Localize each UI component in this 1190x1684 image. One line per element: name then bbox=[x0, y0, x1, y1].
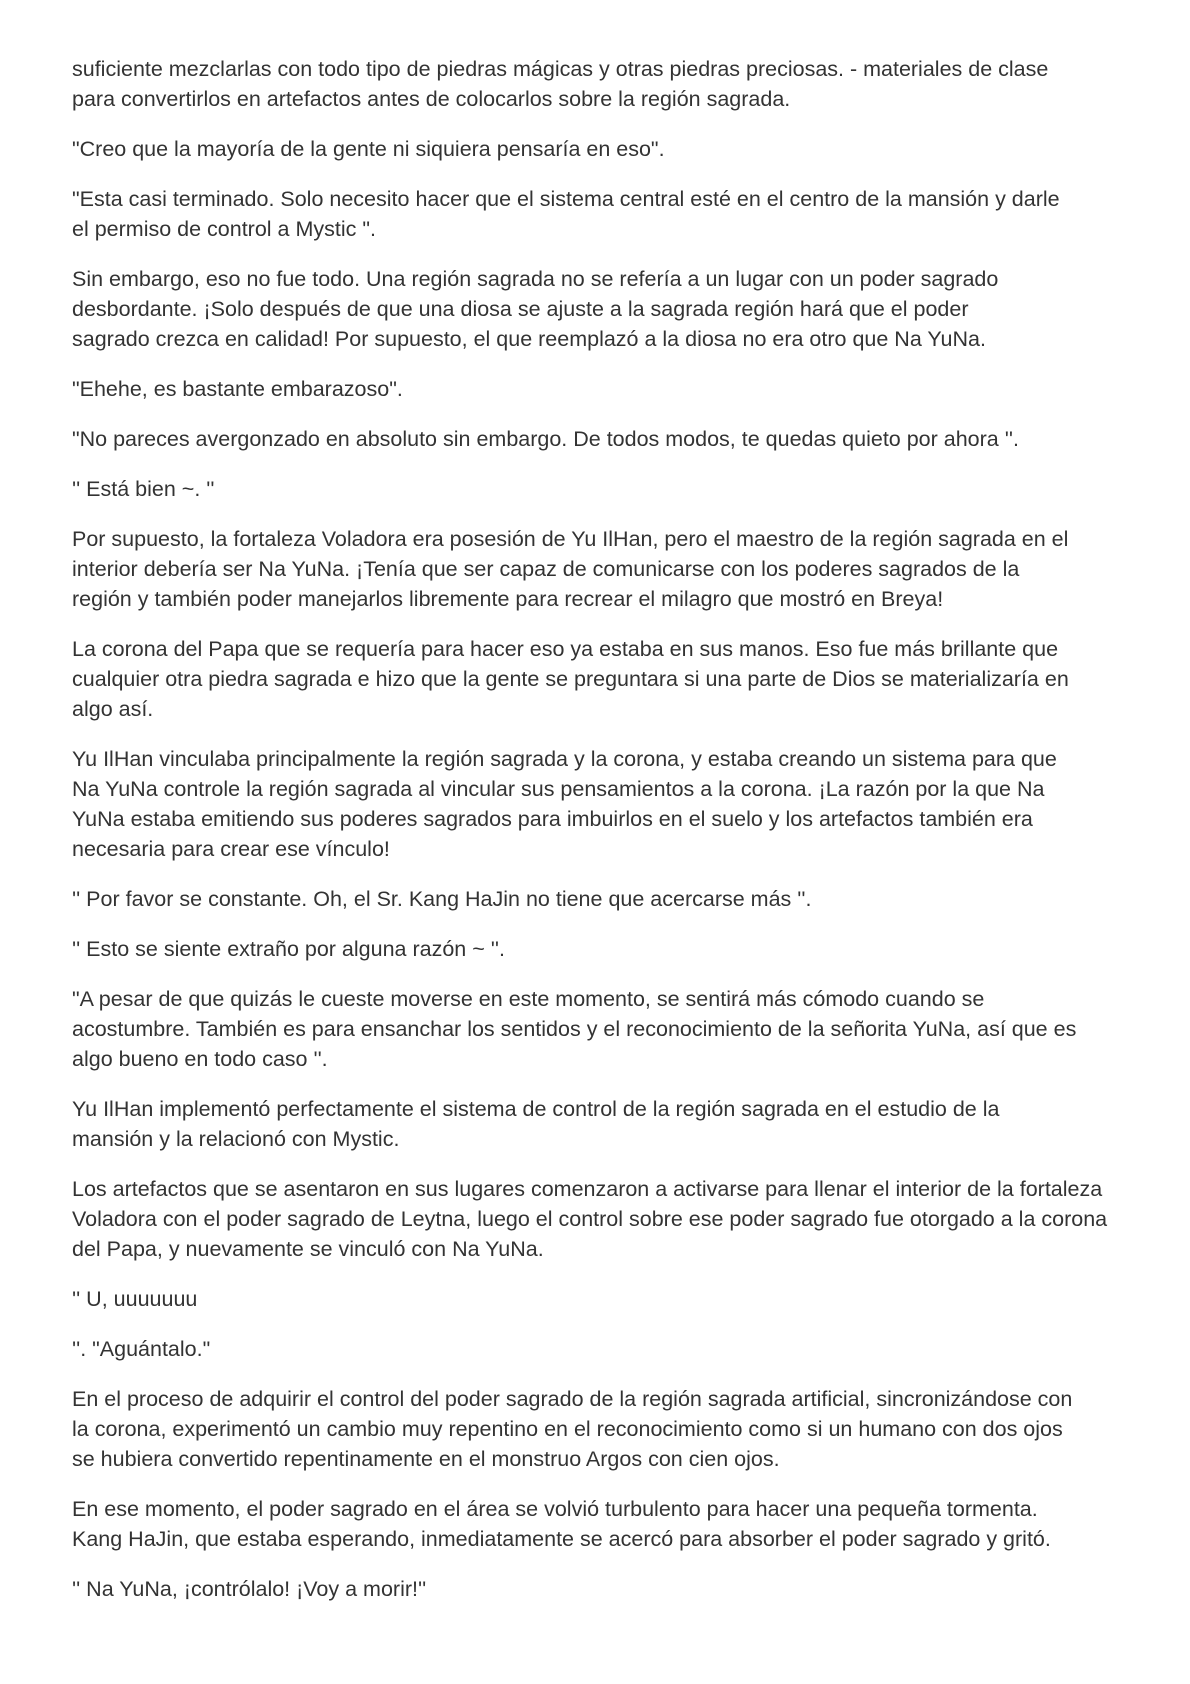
document-page bbox=[72, 54, 1122, 1624]
paragraph-7: '' Está bien ~. '' bbox=[72, 477, 215, 501]
paragraph-11: '' Por favor se constante. Oh, el Sr. Kang HaJin no tiene que acercarse más ''. bbox=[72, 887, 812, 911]
paragraph-2: "Creo que la mayoría de la gente ni siquiera pensaría en eso". bbox=[72, 137, 665, 161]
paragraph-5: "Ehehe, es bastante embarazoso". bbox=[72, 377, 403, 401]
paragraph-17: ''. "Aguántalo." bbox=[72, 1337, 211, 1361]
paragraph-18: En el proceso de adquirir el control del poder sagrado de la región sagrada artificial, sincronizándose con la corona, experimentó un cambio muy repentino en el reconocimiento como si un humano con dos ojos se hubiera convertido repentinamente en el monstruo Argos con cien ojos. bbox=[72, 1387, 1073, 1471]
paragraph-3: "Esta casi terminado. Solo necesito hacer que el sistema central esté en el centro de la mansión y darle el permiso de control a Mystic ". bbox=[72, 187, 1060, 241]
paragraph-4: Sin embargo, eso no fue todo. Una región sagrada no se refería a un lugar con un poder sagrado desbordante. ¡Solo después de que una diosa se ajuste a la sagrada región hará que el poder sagrado crezca en calidad! Por supuesto, el que reemplazó a la diosa no era otro que Na YuNa. bbox=[72, 267, 999, 351]
paragraph-1: suficiente mezclarlas con todo tipo de piedras mágicas y otras piedras preciosas. - materiales de clase para convertirlos en artefactos antes de colocarlos sobre la región sagrada. bbox=[72, 57, 1049, 111]
paragraph-13: "A pesar de que quizás le cueste moverse en este momento, se sentirá más cómodo cuando se acostumbre. También es para ensanchar los sentidos y el reconocimiento de la señorita YuNa, así que es algo bueno en todo caso ''. bbox=[72, 987, 1077, 1071]
paragraph-6: "No pareces avergonzado en absoluto sin embargo. De todos modos, te quedas quieto por ahora ''. bbox=[72, 427, 1019, 451]
paragraph-10: Yu IlHan vinculaba principalmente la región sagrada y la corona, y estaba creando un sistema para que Na YuNa controle la región sagrada al vincular sus pensamientos a la corona. ¡La razón por la que Na YuNa estaba emitiendo sus poderes sagrados para imbuirlos en el suelo y los artefactos también era necesaria para crear ese vínculo! bbox=[72, 747, 1057, 861]
paragraph-14: Yu IlHan implementó perfectamente el sistema de control de la región sagrada en el estudio de la mansión y la relacionó con Mystic. bbox=[72, 1097, 1000, 1151]
paragraph-9: La corona del Papa que se requería para hacer eso ya estaba en sus manos. Eso fue más brillante que cualquier otra piedra sagrada e hizo que la gente se preguntara si una parte de Dios se materializaría en algo así. bbox=[72, 637, 1069, 721]
paragraph-19: En ese momento, el poder sagrado en el área se volvió turbulento para hacer una pequeña tormenta. Kang HaJin, que estaba esperando, inmediatamente se acercó para absorber el poder sagrado y gritó. bbox=[72, 1497, 1051, 1551]
paragraph-8: Por supuesto, la fortaleza Voladora era posesión de Yu IlHan, pero el maestro de la región sagrada en el interior debería ser Na YuNa. ¡Tenía que ser capaz de comunicarse con los poderes sagrados de la región y también poder manejarlos libremente para recrear el milagro que mostró en Breya! bbox=[72, 527, 1069, 611]
paragraph-20: '' Na YuNa, ¡contrólalo! ¡Voy a morir!'' bbox=[72, 1577, 427, 1601]
paragraph-16: '' U, uuuuuuu bbox=[72, 1287, 198, 1311]
paragraph-12: '' Esto se siente extraño por alguna razón ~ ''. bbox=[72, 937, 505, 961]
paragraph-15: Los artefactos que se asentaron en sus lugares comenzaron a activarse para llenar el interior de la fortaleza Voladora con el poder sagrado de Leytna, luego el control sobre ese poder sagrado fue otorgado a la corona del Papa, y nuevamente se vinculó con Na YuNa. bbox=[72, 1177, 1108, 1261]
